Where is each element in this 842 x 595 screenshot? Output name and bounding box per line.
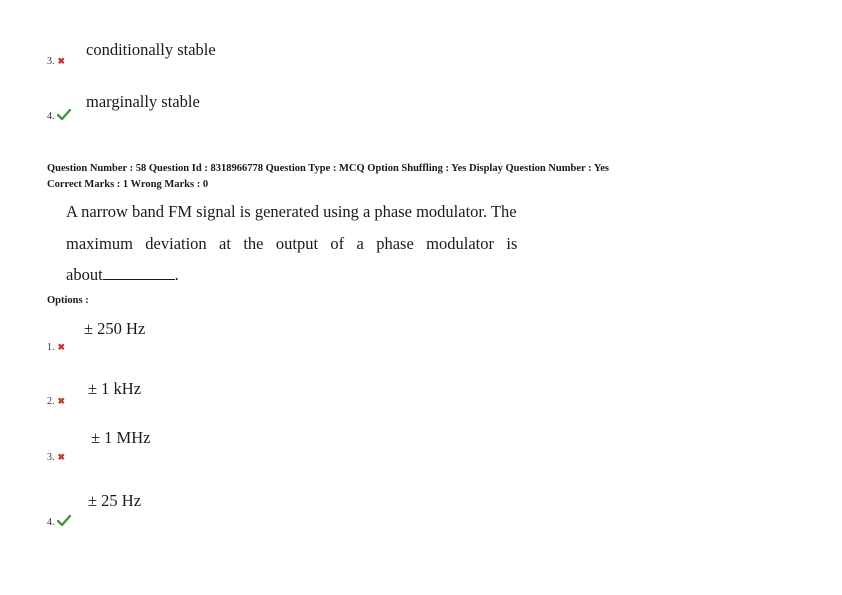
question-text-line2: maximum deviation at the output of a phase modulator is xyxy=(66,234,518,253)
cross-icon: ✖ xyxy=(57,56,66,66)
question-meta-line2: Correct Marks : 1 Wrong Marks : 0 xyxy=(47,179,209,190)
question-text-line3: about . xyxy=(66,265,179,284)
fill-in-blank xyxy=(103,265,175,280)
cross-icon: ✖ xyxy=(57,452,66,462)
option-3-number: 3. ✖ xyxy=(47,452,66,463)
options-label: Options : xyxy=(47,295,89,306)
question-text-line1: A narrow band FM signal is generated using a phase modulator. The xyxy=(66,202,517,221)
checkmark-icon xyxy=(57,515,71,526)
option-3-text: ± 1 MHz xyxy=(91,428,151,447)
question-meta-line1: Question Number : 58 Question Id : 8318966778 Question Type : MCQ Option Shuffling : Yes Display Question Number : Yes xyxy=(47,163,610,174)
option-2-text: ± 1 kHz xyxy=(88,379,142,398)
cross-icon: ✖ xyxy=(57,342,66,352)
prev-option-3-text: conditionally stable xyxy=(86,40,216,59)
prev-option-3-number: 3. ✖ xyxy=(47,56,66,67)
prev-option-4-number: 4. xyxy=(47,109,71,122)
option-4-number: 4. xyxy=(47,515,71,528)
checkmark-icon xyxy=(57,109,71,120)
option-1-number: 1. ✖ xyxy=(47,342,66,353)
option-2-number: 2. ✖ xyxy=(47,396,66,407)
cross-icon: ✖ xyxy=(57,396,66,406)
option-4-text: ± 25 Hz xyxy=(88,491,142,510)
prev-option-4-text: marginally stable xyxy=(86,92,200,111)
option-1-text: ± 250 Hz xyxy=(84,319,146,338)
